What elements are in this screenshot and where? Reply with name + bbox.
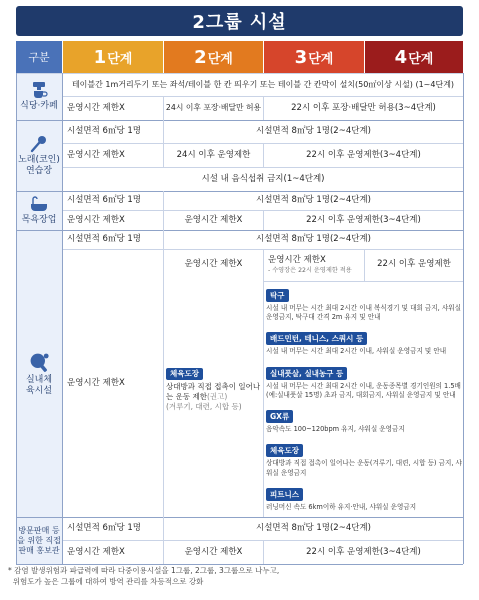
- gx-tag: GX류: [266, 410, 293, 423]
- sports-stage4-top: 22시 이후 운영제한: [377, 259, 451, 270]
- table-tennis-text: 시설 내 머무는 시간 최대 2시간 이내 복식경기 및 대회 금지, 샤워실 운영금지, 탁구대 간격 2m 유지 및 안내: [266, 304, 461, 322]
- footnote-line-1: * 감염 발생위험과 파급력에 따라 다중이용시설을 1그룹, 2그룹, 3그룹으로 나누고,: [8, 566, 280, 575]
- sports-stage3-top-note: - 수영장은 22시 운영제한 적용: [268, 267, 352, 274]
- karaoke-r1-stage24: 시설면적 8㎡당 1명(2~4단계): [256, 126, 371, 137]
- restaurant-stage34: 22시 이후 포장·배달만 허용(3~4단계): [291, 102, 436, 113]
- page-title: 2그룹 시설: [16, 6, 463, 36]
- stage-1-num: 1: [93, 46, 107, 68]
- ping-pong-paddle-icon: [27, 351, 51, 373]
- sales-r2-stage34: 22시 이후 운영제한(3~4단계): [306, 546, 421, 557]
- header-stage-1: [63, 41, 163, 73]
- stage-3-unit: 단계: [308, 51, 334, 67]
- gx-text: 음악속도 100~120bpm 유지, 샤워실 운영금지: [266, 425, 405, 434]
- sports-item-martial-arts: [266, 438, 463, 477]
- stage-4-unit: 단계: [408, 51, 434, 67]
- bath-r2-stage34: 22시 이후 운영제한(3~4단계): [306, 214, 421, 225]
- sports-item-table-tennis: [266, 283, 463, 322]
- karaoke-r1-stage1: 시설면적 6㎡당 1명: [67, 126, 141, 137]
- sports-stage3-top-text: 운영시간 제한X: [268, 255, 326, 265]
- header-stage-2: [164, 41, 263, 73]
- restaurant-common-rule: 테이블간 1m거리두기 또는 좌석/테이블 한 칸 띄우기 또는 테이블 간 칸막이 설치(50㎡이상 시설) (1~4단계): [71, 79, 455, 89]
- category-sales-label: 방문판매 등을 위한 직접판매 홍보관: [17, 526, 61, 555]
- restaurant-stage1: 운영시간 제한X: [67, 102, 125, 113]
- sports-stage2-paren: (권고): [207, 392, 228, 402]
- badminton-text: 시설 내 머무는 시간 최대 2시간 이내, 샤워실 운영금지 및 안내: [266, 347, 447, 356]
- sports-stage2-tag: 체육도장: [166, 368, 203, 380]
- sports-item-gx: [266, 404, 463, 434]
- bath-r1-stage24: 시설면적 8㎡당 1명(2~4단계): [256, 195, 371, 206]
- sports-item-badminton: [266, 326, 463, 356]
- title-bar: [0, 0, 479, 38]
- bathtub-icon: [29, 195, 49, 213]
- header-stage-4: [365, 41, 463, 73]
- sales-r1-stage24: 시설면적 8㎡당 1명(2~4단계): [256, 523, 371, 534]
- sports-item-futsal: [266, 361, 463, 400]
- header-stage-3: [264, 41, 364, 73]
- sports-r1-stage24: 시설면적 8㎡당 1명(2~4단계): [256, 234, 371, 245]
- microphone-icon: [29, 135, 49, 153]
- category-karaoke-label: 노래(코인)연습장: [18, 154, 60, 176]
- karaoke-r2-stage1: 운영시간 제한X: [67, 149, 125, 160]
- sports-r1-stage1: 시설면적 6㎡당 1명: [67, 234, 141, 245]
- martial-arts-tag: 체육도장: [266, 444, 303, 457]
- sports-stage2-top: 운영시간 제한X: [184, 259, 243, 270]
- sports-stage2-detail: [166, 368, 262, 413]
- sports-stage2-text: 상대방과 직접 접촉이 일어나는 운동 제한: [166, 382, 261, 402]
- category-karaoke: [16, 121, 62, 191]
- header-category: [16, 41, 62, 73]
- sales-r2-stage2: 운영시간 제한X: [184, 546, 243, 557]
- footnote-line-2: 위험도가 높은 그룹에 대하여 방역 관리를 차등적으로 강화: [8, 576, 204, 586]
- category-restaurant-label: 식당·카페: [20, 101, 58, 112]
- karaoke-r2-stage2: 24시 이후 운영제한: [176, 149, 251, 160]
- category-sports-label: 실내체육시설: [25, 374, 53, 396]
- sales-r2-stage1: 운영시간 제한X: [67, 546, 125, 557]
- category-bath-label: 목욕장업: [21, 215, 57, 226]
- sales-r1-stage1: 시설면적 6㎡당 1명: [67, 523, 141, 534]
- category-sales: [16, 518, 62, 564]
- sports-stage2-examples: (겨루기, 대련, 시합 등): [166, 402, 242, 412]
- martial-arts-text: 상대방과 직접 접촉이 일어나는 운동(겨루기, 대련, 시합 등) 금지, 샤워실 운영금지: [266, 459, 462, 477]
- stage-4-num: 4: [394, 46, 408, 68]
- bath-r2-stage2: 운영시간 제한X: [184, 214, 243, 225]
- sports-stage1: 운영시간 제한X: [67, 377, 125, 388]
- sports-stage3-top: [264, 250, 364, 280]
- karaoke-r3-all: 시설 내 음식섭취 금지(1~4단계): [201, 173, 325, 184]
- futsal-text: 시설 내 머무는 시간 최대 2시간 이내, 운동종목별 경기인원의 1.5배(예:실내풋살 15명) 초과 금지, 대회금지, 샤워실 운영금지 및 안내: [266, 381, 461, 399]
- category-sports: [16, 231, 62, 517]
- category-bath: [16, 192, 62, 230]
- fitness-text: 러닝머신 속도 6km이하 유지·안내, 샤워실 운영금지: [266, 502, 417, 511]
- stage-2-unit: 단계: [207, 51, 233, 67]
- sports-item-fitness: [266, 482, 463, 512]
- restaurant-stage2: 24시 이후 포장·배달만 허용: [165, 103, 262, 113]
- badminton-tag: 배드민턴, 테니스, 스쿼시 등: [266, 332, 367, 345]
- karaoke-r2-stage34: 22시 이후 운영제한(3~4단계): [306, 149, 421, 160]
- futsal-tag: 실내풋살, 실내농구 등: [266, 367, 347, 380]
- stage-1-unit: 단계: [107, 51, 133, 67]
- fitness-tag: 피트니스: [266, 488, 303, 501]
- category-restaurant: [16, 74, 62, 120]
- stage-3-num: 3: [294, 46, 308, 68]
- bath-r1-stage1: 시설면적 6㎡당 1명: [67, 195, 141, 206]
- footnote: [8, 566, 473, 588]
- bath-r2-stage1: 운영시간 제한X: [67, 214, 125, 225]
- header-category-label: 구분: [28, 51, 50, 64]
- stage-2-num: 2: [194, 46, 207, 68]
- table-tennis-tag: 탁구: [266, 289, 289, 302]
- sports-stage34-detail: [266, 283, 463, 515]
- coffee-machine-icon: [29, 81, 49, 99]
